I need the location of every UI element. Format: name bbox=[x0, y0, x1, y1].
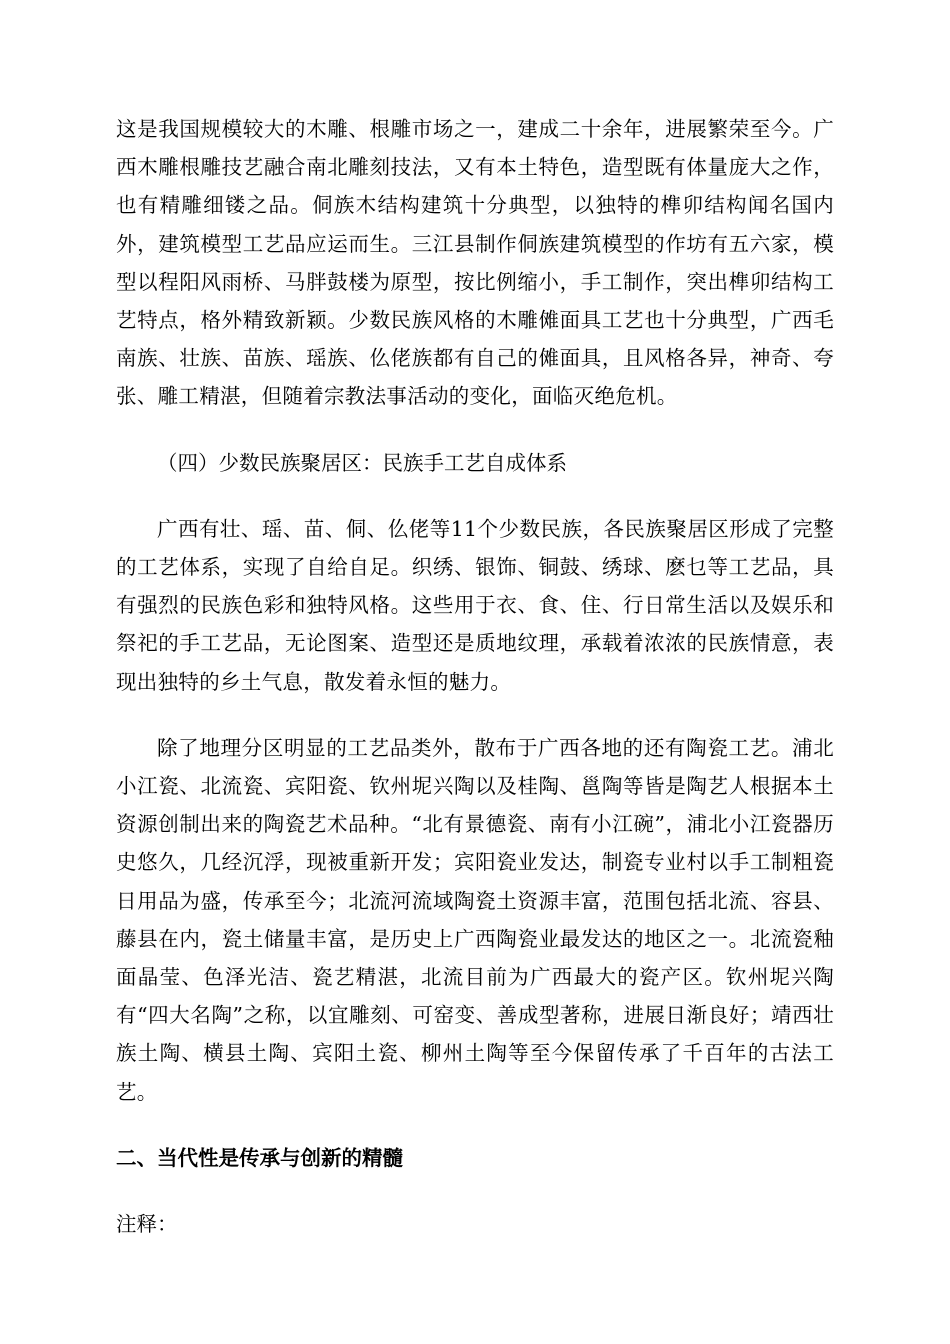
document-page bbox=[116, 110, 834, 1243]
notes-label: 注释： bbox=[116, 1212, 178, 1237]
paragraph-gap bbox=[116, 416, 834, 444]
paragraph-gap bbox=[116, 482, 834, 510]
paragraph-gap bbox=[116, 701, 834, 729]
paragraph-ethnic-crafts: 广西有壮、瑶、苗、侗、仫佬等11个少数民族，各民族聚居区形成了完整的工艺体系，实现了自给自足。织绣、银饰、铜鼓、绣球、麽乜等工艺品，具有强烈的民族色彩和独特风格。这些用于衣、食、住、行日常生活以及娱乐和祭祀的手工艺品，无论图案、造型还是质地纹理，承载着浓浓的民族情意，表现出独特的乡土气息，散发着永恒的魅力。 bbox=[116, 516, 834, 694]
subsection-heading: （四）少数民族聚居区：民族手工艺自成体系 bbox=[157, 450, 567, 475]
paragraph-gap bbox=[116, 1177, 834, 1205]
paragraph-ceramics: 除了地理分区明显的工艺品类外，散布于广西各地的还有陶瓷工艺。浦北小江瓷、北流瓷、宾阳瓷、钦州坭兴陶以及桂陶、邕陶等皆是陶艺人根据本土资源创制出来的陶瓷艺术品种。“北有景德瓷、南有小江碗”，浦北小江瓷器历史悠久，几经沉浮，现被重新开发；宾阳瓷业发达，制瓷专业村以手工制粗瓷日用品为盛，传承至今；北流河流域陶瓷土资源丰富，范围包括北流、容县、藤县在内，瓷土储量丰富，是历史上广西陶瓷业最发达的地区之一。北流瓷釉面晶莹、色泽光洁、瓷艺精湛，北流目前为广西最大的瓷产区。钦州坭兴陶有“四大名陶”之称，以宜雕刻、可窑变、善成型著称，进展日渐良好；靖西壮族土陶、横县土陶、宾阳土瓷、柳州土陶等至今保留传承了千百年的古法工艺。 bbox=[116, 735, 834, 1104]
paragraph-gap bbox=[116, 1111, 834, 1139]
section-heading: 二、当代性是传承与创新的精髓 bbox=[116, 1145, 403, 1170]
paragraph-wood-carving: 这是我国规模较大的木雕、根雕市场之一，建成二十余年，进展繁荣至今。广西木雕根雕技艺融合南北雕刻技法，又有本土特色，造型既有体量庞大之作，也有精雕细镂之品。侗族木结构建筑十分典型，以独特的榫卯结构闻名国内外，建筑模型工艺品应运而生。三江县制作侗族建筑模型的作坊有五六家，模型以程阳风雨桥、马胖鼓楼为原型，按比例缩小，手工制作，突出榫卯结构工艺特点，格外精致新颖。少数民族风格的木雕傩面具工艺也十分典型，广西毛南族、壮族、苗族、瑶族、仫佬族都有自己的傩面具，且风格各异，神奇、夸张、雕工精湛，但随着宗教法事活动的变化，面临灭绝危机。 bbox=[116, 117, 834, 409]
